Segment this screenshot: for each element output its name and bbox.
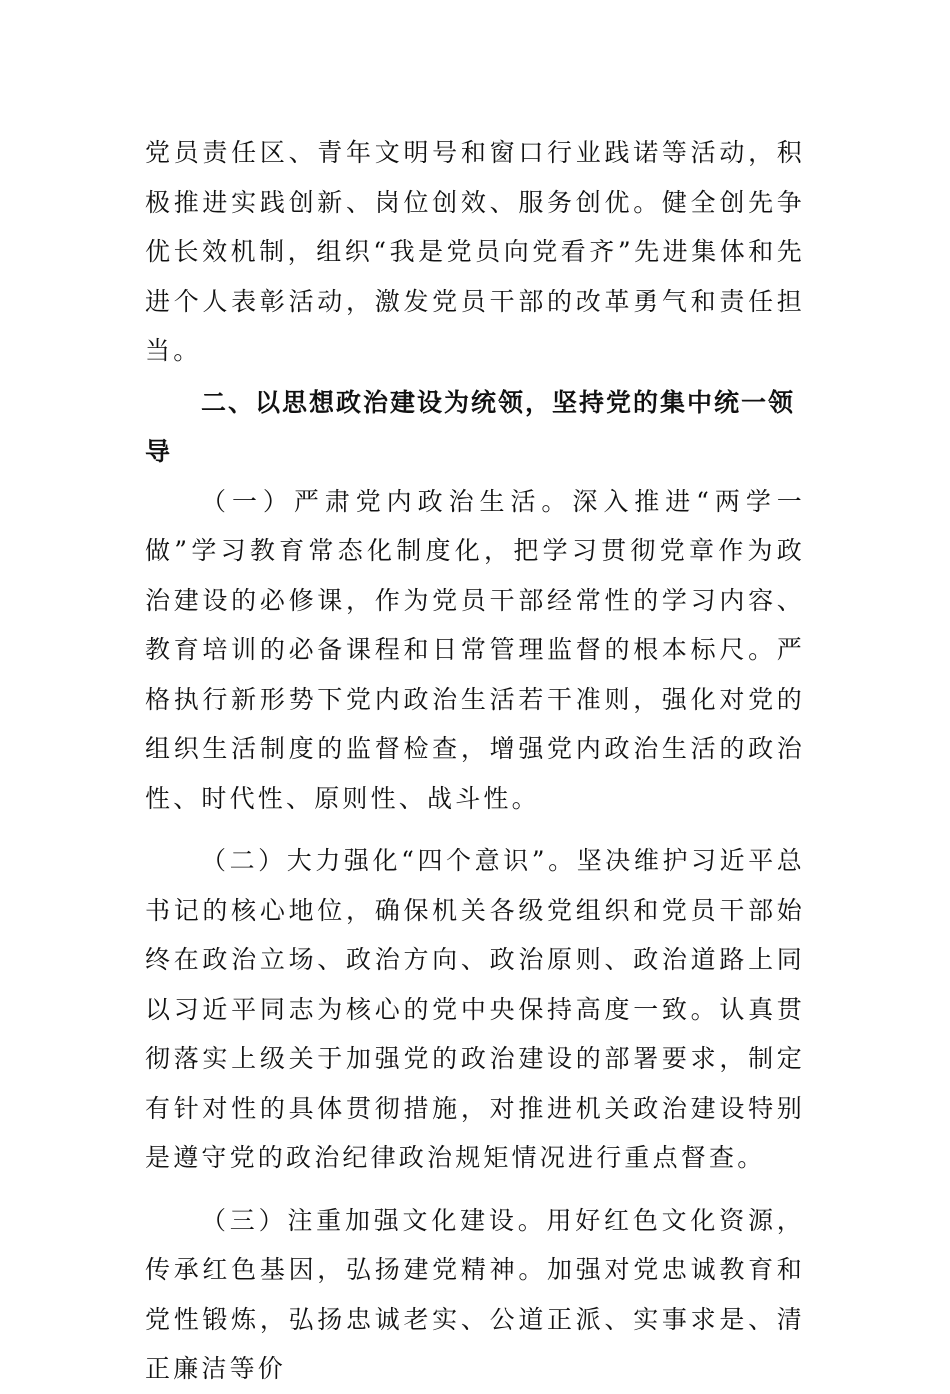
paragraph-four-consciousness: （二）大力强化“四个意识”。坚决维护习近平总书记的核心地位，确保机关各级党组织和党员干部始终在政治立场、政治方向、政治原则、政治道路上同以习近平同志为核心的党中央保持高度一致。认真贯彻落实上级关于加强党的政治建设的部署要求，制定有针对性的具体贯彻措施，对推进机关政治建设特别是遵守党的政治纪律政治规矩情况进行重点督查。 <box>145 846 805 1172</box>
section-heading: 二、以思想政治建设为统领，坚持党的集中统一领导 <box>145 387 796 466</box>
document-body <box>145 128 805 1394</box>
paragraph-political-life: （一）严肃党内政治生活。深入推进“两学一做”学习教育常态化制度化，把学习贯彻党章作为政治建设的必修课，作为党员干部经常性的学习内容、教育培训的必备课程和日常管理监督的根本标尺。严格执行新形势下党内政治生活若干准则，强化对党的组织生活制度的监督检查，增强党内政治生活的政治性、时代性、原则性、战斗性。 <box>145 486 805 813</box>
paragraph-continuation: 党员责任区、青年文明号和窗口行业践诺等活动，积极推进实践创新、岗位创效、服务创优。健全创先争优长效机制，组织“我是党员向党看齐”先进集体和先进个人表彰活动，激发党员干部的改革勇气和责任担当。 <box>145 138 805 365</box>
paragraph-culture-building: （三）注重加强文化建设。用好红色文化资源，传承红色基因，弘扬建党精神。加强对党忠诚教育和党性锻炼，弘扬忠诚老实、公道正派、实事求是、清正廉洁等价 <box>145 1205 805 1383</box>
